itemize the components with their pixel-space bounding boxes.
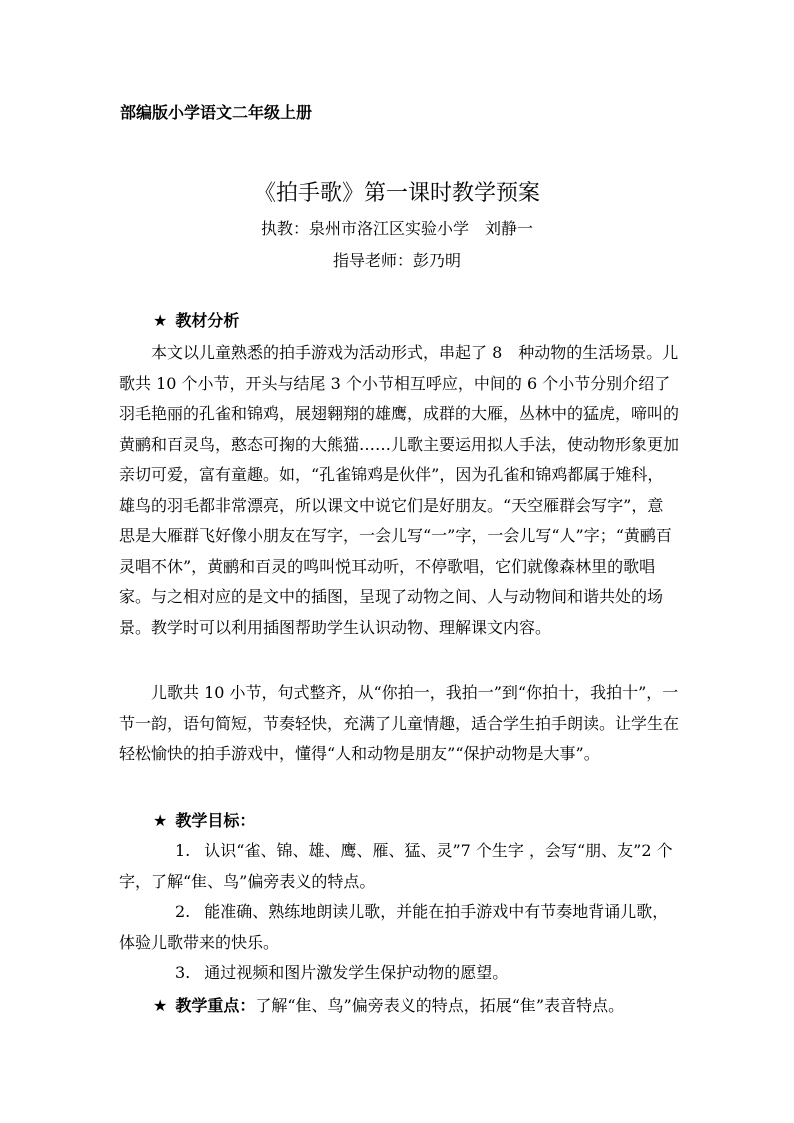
keypoint-text: 了解“隹、鸟”偏旁表义的特点，拓展“隹”表音特点。	[255, 996, 625, 1015]
page-title: 《拍手歌》第一课时教学预案	[253, 181, 540, 206]
goal-number: 1.	[175, 841, 191, 860]
goal-text: 认识“雀、锦、雄、鹰、雁、猛、灵”7 个生字 ，会写“朋、友”2 个字，了解“隹、鸟”偏旁表义的特点。	[119, 841, 673, 891]
star-icon: ★	[153, 311, 168, 330]
goal-text: 能准确、熟练地朗读儿歌，并能在拍手游戏中有节奏地背诵儿歌，体验儿歌带来的快乐。	[119, 902, 669, 952]
goal-text: 通过视频和图片激发学生保护动物的愿望。	[204, 963, 509, 982]
section-heading-analysis	[153, 308, 239, 331]
author-line: 执教：泉州市洛江区实验小学 刘静一	[260, 219, 533, 238]
goal-item	[119, 836, 679, 897]
advisor-line: 指导老师：彭乃明	[332, 251, 461, 270]
analysis-paragraph-1: 本文以儿童熟悉的拍手游戏为活动形式，串起了 8 种动物的生活场景。儿歌共 10 个小节，开头与结尾 3 个小节相互呼应，中间的 6 个小节分别介绍了羽毛艳丽的孔雀和锦鸡，展翅翱翔的雄鹰，成群的大雁，丛林中的猛虎，啼叫的黄鹂和百灵鸟，憨态可掬的大熊猫……儿歌主要运用拟人手法，使动物形象更加亲切可爱，富有童趣。如，“孔雀锦鸡是伙伴”，因为孔雀和锦鸡都属于雉科，雄鸟的羽毛都非常漂亮，所以课文中说它们是好朋友。“天空雁群会写字”，意思是大雁群飞好像小朋友在写字，一会儿写“一”字，一会儿写“人”字；“黄鹂百灵唱不休”，黄鹂和百灵的鸣叫悦耳动听，不停歌唱，它们就像森林里的歌唱家。与之相对应的是文中的插图，呈现了动物之间、人与动物间和谐共处的场景。教学时可以利用插图帮助学生认识动物、理解课文内容。	[119, 343, 680, 637]
goals-list	[119, 836, 679, 989]
goal-number: 3.	[175, 963, 191, 982]
star-icon: ★	[153, 996, 168, 1015]
keypoint-line	[153, 993, 624, 1016]
goal-number: 2.	[175, 902, 191, 921]
goal-item	[119, 897, 679, 958]
section-heading-goals	[153, 808, 255, 831]
section-heading-label: 教材分析	[175, 311, 240, 330]
goal-item	[119, 958, 679, 989]
keypoint-heading: 教学重点：	[175, 996, 256, 1015]
analysis-body-2	[119, 678, 679, 770]
section-heading-label: 教学目标：	[175, 811, 256, 830]
analysis-paragraph-2: 儿歌共 10 小节，句式整齐，从“你拍一，我拍一”到“你拍十，我拍十”，一节一韵，语句简短，节奏轻快，充满了儿童情趣，适合学生拍手朗读。让学生在轻松愉快的拍手游戏中，懂得“人和动物是朋友”“保护动物是大事”。	[119, 683, 680, 763]
analysis-body	[119, 338, 679, 643]
textbook-header: 部编版小学语文二年级上册	[120, 103, 313, 122]
star-icon: ★	[153, 811, 168, 830]
